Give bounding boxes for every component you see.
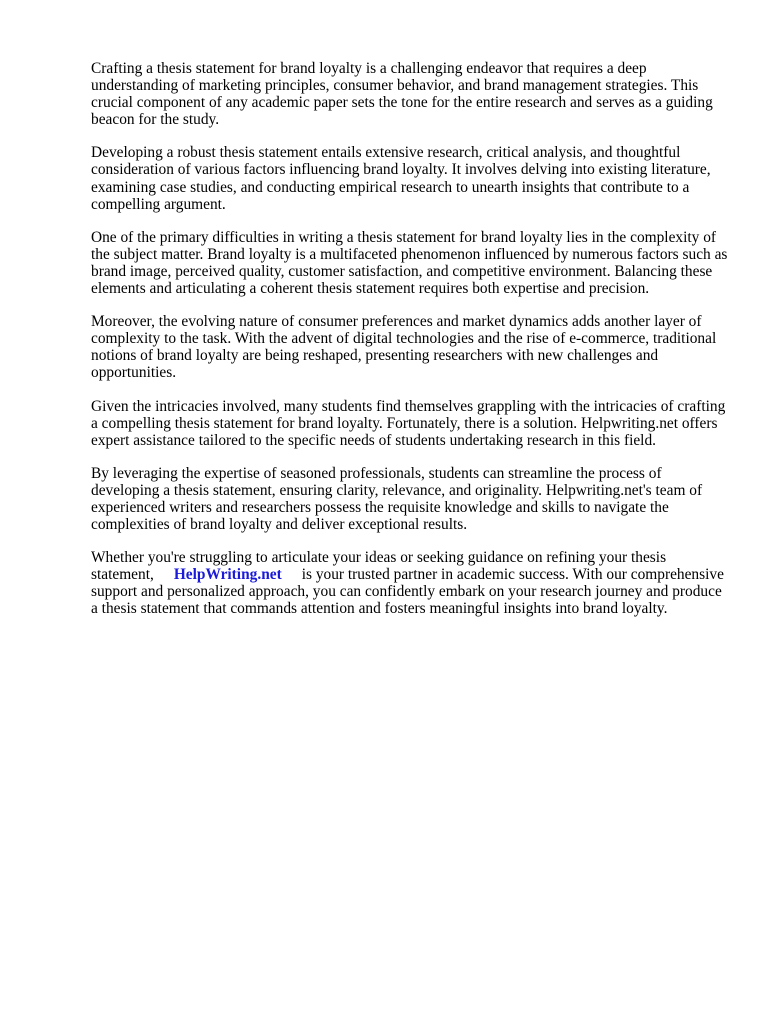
document-body <box>91 60 731 634</box>
paragraph-4: Moreover, the evolving nature of consumer preferences and market dynamics adds another layer of complexity to the task. With the advent of digital technologies and the rise of e-commerce, traditional notions of brand loyalty are being reshaped, presenting researchers with new challenges and opportunities. <box>91 313 717 382</box>
paragraph-5: Given the intricacies involved, many students find themselves grappling with the intricacies of crafting a compelling thesis statement for brand loyalty. Fortunately, there is a solution. Helpwriting.net offers expert assistance tailored to the specific needs of students undertaking research in this field. <box>91 397 726 449</box>
paragraph-2: Developing a robust thesis statement entails extensive research, critical analysis, and thoughtful consideration of various factors influencing brand loyalty. It involves delving into existing literature, examining case studies, and conducting empirical research to unearth insights that contribute to a compelling argument. <box>91 144 711 213</box>
paragraph-1: Crafting a thesis statement for brand loyalty is a challenging endeavor that requires a deep understanding of marketing principles, consumer behavior, and brand management strategies. This crucial component of any academic paper sets the tone for the entire research and serves as a guiding beacon for the study. <box>91 60 713 129</box>
paragraph-6: By leveraging the expertise of seasoned professionals, students can streamline the process of developing a thesis statement, ensuring clarity, relevance, and originality. Helpwriting.net's team of experienced writers and researchers possess the requisite knowledge and skills to navigate the complexities of brand loyalty and deliver exceptional results. <box>91 464 703 534</box>
paragraph-3: One of the primary difficulties in writing a thesis statement for brand loyalty lies in the complexity of the subject matter. Brand loyalty is a multifaceted phenomenon influenced by numerous factors such as brand image, perceived quality, customer satisfaction, and competitive environment. Balancing these elements and articulating a coherent thesis statement requires both expertise and precision. <box>91 228 728 298</box>
helpwriting-link[interactable]: HelpWriting.net <box>173 566 282 584</box>
closing-text-after-link: is your trusted partner in academic success. With our comprehensive support and personalized approach, you can confidently embark on your research journey and produce a thesis statement that commands attention and fosters meaningful insights into brand loyalty. <box>91 566 724 618</box>
closing-text-before-link: Whether you're struggling to articulate your ideas or seeking guidance on refining your thesis statement, <box>91 549 667 584</box>
closing-paragraph <box>91 549 731 617</box>
